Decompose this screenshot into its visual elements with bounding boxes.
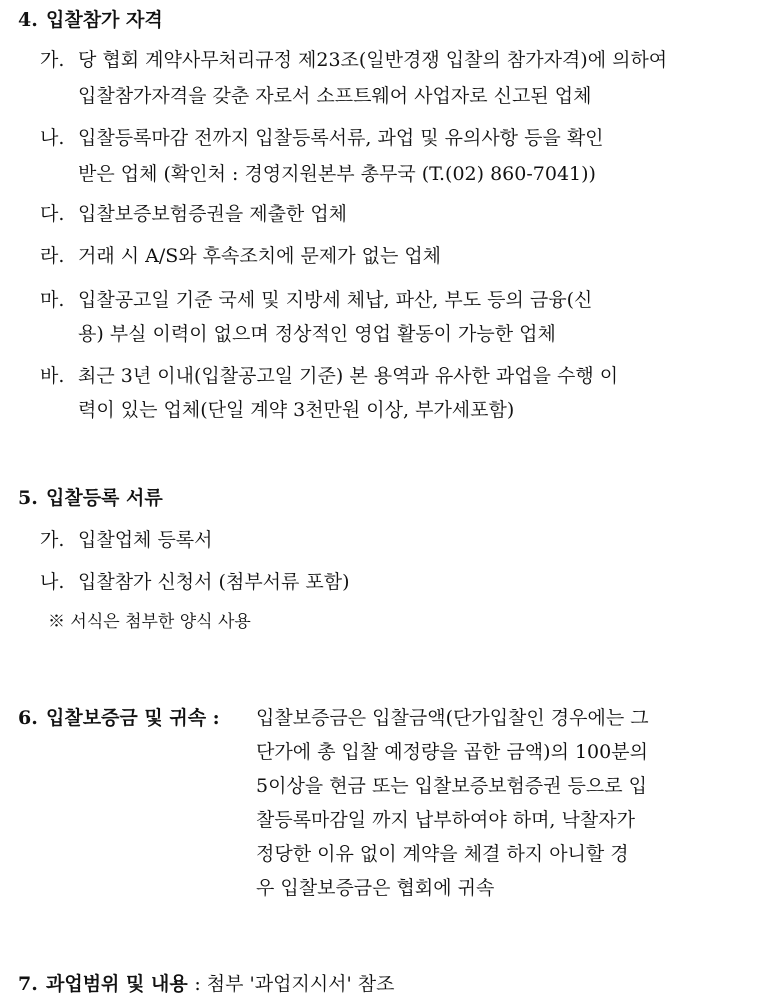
section-5-heading xyxy=(18,478,163,518)
section-6-line-5: 정당한 이유 없이 계약을 체결 하지 아니할 경 xyxy=(256,843,629,865)
section-6-line-1: 입찰보증금은 입찰금액(단가입찰인 경우에는 그 xyxy=(256,707,649,729)
section-5-note: ※ 서식은 첨부한 양식 사용 xyxy=(48,612,251,632)
item-marker: 바. xyxy=(40,365,65,387)
section-6-line-2: 단가에 총 입찰 예정량을 곱한 금액)의 100분의 xyxy=(256,741,648,763)
section-4-title: 입찰참가 자격 xyxy=(46,9,163,31)
section-4-item-ga xyxy=(40,40,740,80)
item-text: 거래 시 A/S와 후속조치에 문제가 없는 업체 xyxy=(78,245,442,267)
section-6-line-4: 찰등록마감일 까지 납부하여야 하며, 낙찰자가 xyxy=(256,809,635,831)
section-6-line-3: 5이상을 현금 또는 입찰보증보험증권 등으로 입 xyxy=(256,775,648,797)
item-text: 최근 3년 이내(입찰공고일 기준) 본 용역과 유사한 과업을 수행 이 xyxy=(78,365,619,387)
section-7-text: : 첨부 '과업지시서' 참조 xyxy=(194,973,395,995)
section-4-number: 4. xyxy=(18,9,38,31)
item-marker: 가. xyxy=(40,529,65,551)
section-7-number: 7. xyxy=(18,973,38,995)
section-4-item-ga-continued: 입찰참가자격을 갖춘 자로서 소프트웨어 사업자로 신고된 업체 xyxy=(78,85,592,107)
section-5-item-ga xyxy=(40,520,740,560)
section-4-item-ba-continued: 력이 있는 업체(단일 계약 3천만원 이상, 부가세포함) xyxy=(78,399,515,421)
item-text: 입찰공고일 기준 국세 및 지방세 체납, 파산, 부도 등의 금융(신 xyxy=(78,289,593,311)
section-6-number: 6. xyxy=(18,707,38,729)
section-4-item-na-continued: 받은 업체 (확인처 : 경영지원본부 총무국 (T.(02) 860-7041)) xyxy=(78,163,596,185)
item-text: 입찰등록마감 전까지 입찰등록서류, 과업 및 유의사항 등을 확인 xyxy=(78,127,604,149)
section-6-title: 입찰보증금 및 귀속 : xyxy=(46,707,220,729)
item-text: 당 협회 계약사무처리규정 제23조(일반경쟁 입찰의 참가자격)에 의하여 xyxy=(78,49,668,71)
item-marker: 라. xyxy=(40,245,65,267)
item-marker: 나. xyxy=(40,571,65,593)
item-marker: 다. xyxy=(40,203,65,225)
item-text: 입찰참가 신청서 (첨부서류 포함) xyxy=(78,571,350,593)
section-5-item-na xyxy=(40,562,740,602)
section-4-item-da xyxy=(40,194,740,234)
section-4-item-ra xyxy=(40,236,740,276)
item-text: 입찰업체 등록서 xyxy=(78,529,213,551)
item-marker: 가. xyxy=(40,49,65,71)
item-marker: 마. xyxy=(40,289,65,311)
section-5-number: 5. xyxy=(18,487,38,509)
section-4-item-na xyxy=(40,118,740,158)
section-7-heading xyxy=(18,964,395,1004)
section-4-item-ma-continued: 용) 부실 이력이 없으며 정상적인 영업 활동이 가능한 업체 xyxy=(78,323,556,345)
section-5-title: 입찰등록 서류 xyxy=(46,487,163,509)
item-text: 입찰보증보험증권을 제출한 업체 xyxy=(78,203,348,225)
item-marker: 나. xyxy=(40,127,65,149)
section-6-heading xyxy=(18,698,220,738)
section-7-title: 과업범위 및 내용 xyxy=(46,973,188,995)
section-4-heading xyxy=(18,0,163,40)
section-6-line-6: 우 입찰보증금은 협회에 귀속 xyxy=(256,877,495,899)
